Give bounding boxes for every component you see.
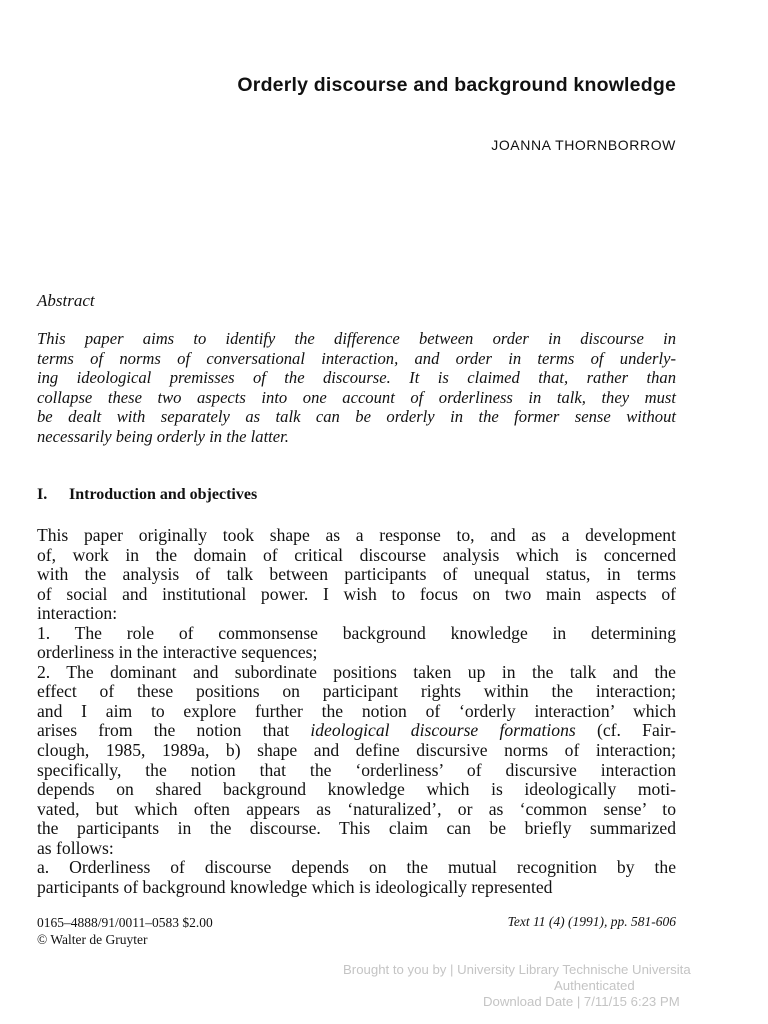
body-line: interaction: <box>37 603 118 624</box>
body-line: with the analysis of talk between participants of unequal status, in terms <box>37 564 676 585</box>
abstract-line: collapse these two aspects into one account of orderliness in talk, they must <box>37 387 676 407</box>
abstract-heading: Abstract <box>37 291 95 310</box>
body-line <box>37 721 676 741</box>
body-line: depends on shared background knowledge which is ideologically moti- <box>37 779 676 800</box>
body-line: specifically, the notion that the ‘orderliness’ of discursive interaction <box>37 759 676 780</box>
body-line: clough, 1985, 1989a, b) shape and define discursive norms of interaction; <box>37 740 676 761</box>
section-title: Introduction and objectives <box>69 486 258 503</box>
body-line: effect of these positions on participant rights within the interaction; <box>37 681 676 702</box>
body-line: and I aim to explore further the notion of ‘orderly interaction’ which <box>37 700 676 721</box>
watermark-line: Brought to you by | University Library Technische Universita <box>343 962 691 977</box>
body-line: a. Orderliness of discourse depends on the mutual recognition by the <box>37 857 676 878</box>
body-line: of social and institutional power. I wish to focus on two main aspects of <box>37 583 676 604</box>
body-line: vated, but which often appears as ‘naturalized’, or as ‘common sense’ to <box>37 798 676 819</box>
section-number: I. <box>37 486 48 503</box>
abstract-line: This paper aims to identify the difference between order in discourse in <box>37 329 676 348</box>
body-line-text: arises from the notion that <box>37 720 311 741</box>
body-line: This paper originally took shape as a response to, and as a development <box>37 525 676 545</box>
body-line-text: (cf. Fair- <box>575 720 677 741</box>
paper-title: Orderly discourse and background knowledge <box>237 74 676 96</box>
body-line: orderliness in the interactive sequences; <box>37 642 318 663</box>
abstract-line: ing ideological premisses of the discourse. It is claimed that, rather than <box>37 368 676 387</box>
italic-term: ideological discourse formations <box>310 720 576 741</box>
abstract-line: be dealt with separately as talk can be orderly in the former sense without <box>37 407 676 426</box>
body-line: participants of background knowledge which is ideologically represented <box>37 876 553 897</box>
abstract-body <box>37 329 676 446</box>
abstract-line: necessarily being orderly in the latter. <box>37 426 289 446</box>
body-line: 2. The dominant and subordinate positions taken up in the talk and the <box>37 661 676 682</box>
body-line: the participants in the discourse. This claim can be briefly summarized <box>37 818 676 839</box>
watermark-line: Authenticated <box>554 978 635 993</box>
body-text <box>37 526 676 897</box>
footer-publication-info <box>37 914 213 948</box>
section-heading <box>37 486 257 504</box>
publisher-line: © Walter de Gruyter <box>37 932 148 947</box>
abstract-line: terms of norms of conversational interaction, and order in terms of underly- <box>37 348 676 368</box>
journal-citation: Text 11 (4) (1991), pp. 581-606 <box>507 914 676 929</box>
body-line: 1. The role of commonsense background knowledge in determining <box>37 622 676 643</box>
issn-line: 0165–4888/91/0011–0583 $2.00 <box>37 915 213 930</box>
watermark-line: Download Date | 7/11/15 6:23 PM <box>483 994 680 1009</box>
author-name: JOANNA THORNBORROW <box>491 137 676 153</box>
body-line: of, work in the domain of critical discourse analysis which is concerned <box>37 544 676 565</box>
body-line: as follows: <box>37 837 114 858</box>
